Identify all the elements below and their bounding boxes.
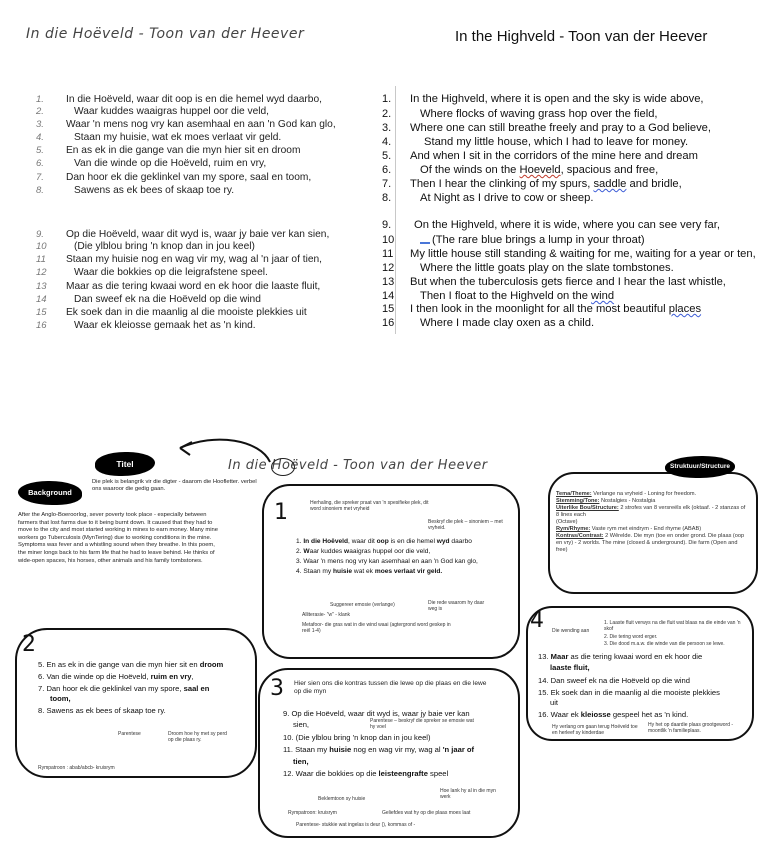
afrikaans-poem-title: In die Hoëveld - Toon van der Heever [26,26,305,42]
cloud-2-note-rym: Rympatroon : abab/abcb- kruisrym [38,765,115,771]
cloud-2-line-8: 8. Sawens as ek bees of skaap toe ry. [38,706,166,715]
background-text: After the Anglo-Boeroorlog, sever poverty took place - especially between farmers that lost farms due to it being burnt down. It caused that they had to move to the city and most started working in mines to earn money. Many mine workers go Tuberculosis (MynTering) due to working conditions in the mine. Symptoms was fever and a whistling sound when they breathe. In this poem, the miner longs back to his farm life that he had to leave behind. He thinks of wide-open spaces, his horses, other animals and his family tombstones. [18,512,218,564]
tone-label: Stemming/Tone: [556,498,600,504]
af-poem-line: (Die ylblou bring 'n knop dan in jou keel) [74,241,255,252]
af-poem-line: Staan my huisie, wat ek moes verlaat vir geld. [74,132,282,143]
cloud-3-note-hoe: Hoe lank hy al in die myn werk [440,788,496,800]
en-poem-line: I then look in the moonlight for all the most beautiful places [410,303,702,315]
structure-value: 2 strofes van 8 versreëls elk (oktaaf. - 2 stanzas of 8 lines each [556,505,746,518]
cloud-1-line-3: 3. Waar 'n mens nog vry kan asemhaal en aan 'n God kan glo, [296,558,478,565]
contrast-row [556,533,748,554]
cloud-1-note-sugg: Suggereer emosie (verlange) [330,602,395,608]
af-poem-line: Dan sweef ek na die Hoëveld op die wind [74,294,261,305]
af-poem-line: En as ek in die gange van die myn hier sit en droom [66,145,301,156]
cloud-3-note-bekl: Beklemtoon sy huisie [318,796,366,802]
af-poem-line: Waar 'n mens nog vry kan asemhaal en aan 'n God kan glo, [66,119,336,130]
af-line-number: 11 [36,254,46,265]
en-poem-line: But when the tuberculosis gets fierce and I hear the last whistle, [410,276,726,288]
cloud-4-note-list-2: 2. Die tering word erger. [604,634,658,640]
theme-row [556,491,748,498]
en-poem-line: In the Highveld, where it is open and the sky is wide above, [410,93,704,105]
en-poem-line: Where the little goats play on the slate tombstones. [420,262,674,274]
af-poem-line: Staan my huisie nog en wag vir my, wag al 'n jaar of tien, [66,254,323,265]
en-poem-line: Where I made clay oxen as a child. [420,317,595,329]
en-poem-line: At Night as I drive to cow or sheep. [420,192,594,204]
contrast-label: Kontras/Contrast: [556,533,604,539]
cloud-2-line-5: 5. En as ek in die gange van die myn hier sit en droom [38,660,224,669]
background-label: Background [18,481,82,505]
en-poem-line: And when I sit in the corridors of the mine here and dream [410,150,698,162]
cursor-mark [420,242,430,244]
af-line-number: 10 [36,241,47,252]
cloud-4-note-hotop: Hy het op daardie plaas grootgeword - moontlik 'n familieplaas. [648,722,734,734]
cloud-4-number: 4 [530,608,544,633]
af-poem-line: Sawens as ek bees of skaap toe ry. [74,185,235,196]
en-poem-line: My little house still standing & waiting for me, waiting for a year or ten, [410,248,756,260]
cloud-2-line-6: 6. Van die winde op die Hoëveld, ruim en vry, [38,672,194,681]
titel-label: Titel [95,452,155,476]
cloud-3-note-rym: Rympatroon: kruisrym [288,810,337,816]
cloud-4-line-16: 16. Waar ek kleiosse gespeel het as 'n kind. [538,710,689,719]
en-poem-line: On the Highveld, where it is wide, where you can see very far, [414,219,720,231]
cloud-2-number: 2 [22,632,36,657]
af-line-number: 12 [36,267,47,278]
af-line-number: 16 [36,320,47,331]
structure-row [556,505,748,519]
cloud-4-note-list-1: 1. Laaste fluit verwys na die fluit wat blaas na die einde van 'n skof [604,620,741,632]
cloud-1-note-right: Beskryf die plek – sinoniem – met vryheid. [428,519,503,531]
cloud-4-line-14: 14. Dan sweef ek na die Hoëveld op die wind [538,676,690,685]
arrow-icon [170,430,280,470]
en-line-number: 5. [382,150,392,162]
af-poem-line: Op die Hoëveld, waar dit wyd is, waar jy baie ver kan sien, [66,229,330,240]
cloud-3-line-12: 12. Waar die bokkies op die leisteengrafte speel [283,769,449,778]
structure-text [556,491,748,554]
cloud-4-line-15: 15. Ek soek dan in die maanlig al die mooiste plekkies [538,688,720,697]
annotated-title: In die Hoëveld - Toon van der Heever [228,458,488,473]
cloud-4-line-13b: laaste fluit, [550,663,590,672]
cloud-4-note-verlang: Hy verlang om gaan terug Hoëveld toe en herleef sy kinderdae [552,724,638,736]
struktuur-label: Struktuur/Structure [665,456,735,478]
stanza-cloud-2 [15,628,257,778]
cloud-4-note-list-3: 3. Die dood m.a.w. die winde van die persoon se lewe. [604,641,725,647]
af-line-number: 13 [36,281,47,292]
cloud-1-line-2: 2. Waar kuddes waaigras huppel oor die veld, [296,548,431,555]
af-poem-line: In die Hoëveld, waar dit oop is en die hemel wyd daarbo, [66,94,322,105]
af-poem-line: Waar die bokkies op die leigrafstene speel. [74,267,268,278]
en-line-number: 10 [382,234,395,246]
titel-note: Die plek is belangrik vir die digter - daarom die Hoofletter. verbel ons waaroor die gedig gaan. [92,479,257,492]
cloud-4-line-15b: uit [550,698,559,707]
english-poem-title: In the Highveld - Toon van der Heever [455,28,708,45]
cloud-3-line-9b: sien, [293,720,310,729]
en-poem-line: Then I float to the Highveld on the wind [420,290,615,302]
en-line-number: 6. [382,164,392,176]
en-line-number: 4. [382,136,392,148]
cloud-1-note-meta: Metafoor- die gras wat in die wind waai (agtergrond word geskep in reël 1-4) [302,622,451,634]
theme-value: Verlange na vryheid - Loning for freedom. [593,491,697,497]
af-line-number: 8. [36,185,44,196]
tone-row [556,498,748,505]
en-poem-line: Of the winds on the Hoeveld, spacious and free, [420,164,659,176]
af-line-number: 15 [36,307,47,318]
en-line-number: 1. [382,93,392,105]
cloud-4-line-13: 13. Maar as die tering kwaai word en ek hoor die [538,652,703,661]
af-line-number: 1. [36,94,44,105]
cloud-1-note-rede: Die rede waarom hy daar weg is [428,600,485,612]
column-divider [395,86,396,334]
cloud-1-note-top: Herhaling, die spreker praat van 'n spesifieke plek, dit word sinoniem met vryheid [310,500,429,512]
en-line-number: 15 [382,303,395,315]
cloud-1-line-1: 1. In die Hoëveld, waar dit oop is en die hemel wyd daarbo [296,538,472,545]
cloud-2-note-paren: Parentese [118,731,141,737]
en-poem-line: Where flocks of waving grass hop over the field, [420,108,658,120]
en-line-number: 14 [382,290,395,302]
rhyme-row [556,526,748,533]
cloud-2-note-droom: Droom hoe hy met sy perd op die plaas ry. [168,731,227,743]
af-line-number: 9. [36,229,44,240]
cloud-2-line-7: 7. Dan hoor ek die geklinkel van my spore, saal en [38,684,210,693]
af-line-number: 3. [36,119,44,130]
rhyme-label: Rym/Rhyme: [556,526,591,532]
af-line-number: 7. [36,172,44,183]
cloud-3-number: 3 [270,676,284,701]
en-line-number: 9. [382,219,392,231]
en-line-number: 16 [382,317,395,329]
en-line-number: 12 [382,262,395,274]
rhyme-value: Vaste rym met eindrym - End rhyme (ABAB) [591,526,702,532]
cloud-3-line-10: 10. (Die ylblou bring 'n knop dan in jou keel) [283,733,431,742]
en-line-number: 11 [382,248,394,260]
cloud-1-number: 1 [274,500,288,525]
af-poem-line: Van die winde op die Hoëveld, ruim en vry, [74,158,267,169]
cloud-3-line-9: 9. Op die Hoëveld, waar dit wyd is, waar jy baie ver kan [283,709,470,718]
af-poem-line: Waar kuddes waaigras huppel oor die veld, [74,106,269,117]
cloud-3-line-11b: tien, [293,757,309,766]
af-line-number: 14 [36,294,47,305]
af-line-number: 6. [36,158,44,169]
structure-label: Uiterlike Bou/Structure: [556,505,619,511]
en-line-number: 7. [382,178,392,190]
cloud-3-note-geliefdes: Geliefdes wat hy op die plaas moes laat [382,810,471,816]
cloud-3-note-parentese: Parentese- stukkie wat ingelas is deur (), kommas of - [296,822,416,828]
cloud-3-line-11: 11. Staan my huisie nog en wag vir my, wag al 'n jaar of [283,745,475,754]
af-line-number: 5. [36,145,44,156]
en-poem-line: Then I hear the clinking of my spurs, saddle and bridle, [410,178,682,190]
af-poem-line: Dan hoor ek die geklinkel van my spore, saal en toom, [66,172,312,183]
en-line-number: 8. [382,192,392,204]
af-line-number: 2. [36,106,44,117]
af-poem-line: Ek soek dan in die maanlig al die mooiste plekkies uit [66,307,307,318]
cloud-4-note-wending: Die wending aan [552,628,590,634]
en-poem-line: Where one can still breathe freely and pray to a God believe, [410,122,711,134]
en-line-number: 13 [382,276,395,288]
en-poem-line: Stand my little house, which I had to leave for money. [424,136,689,148]
cloud-2-line-7b: toom, [50,694,71,703]
cloud-3-note-paren: Parentese – beskryf die spreker se emosie wat hy voel [370,718,474,730]
af-poem-line: Waar ek kleiosse gemaak het as 'n kind. [74,320,256,331]
tone-value: Nostalgies - Nostalgia [600,498,656,504]
theme-label: Tema/Theme: [556,491,592,497]
en-line-number: 2. [382,108,392,120]
contrast-value: 2 Wêrelde. Die myn (toe en onder grond. Die plaas (oop en vry) - 2 worlds. The mine (closed & underground). Die farm (Open and free) [556,533,745,553]
octave-row: (Octave) [556,519,578,525]
af-line-number: 4. [36,132,44,143]
cloud-3-intro: Hier sien ons die kontras tussen die lewe op die plaas en die lewe op die myn [294,680,487,695]
en-line-number: 3. [382,122,392,134]
cloud-1-line-4: 4. Staan my huisie wat ek moes verlaat vir geld. [296,568,443,575]
af-poem-line: Maar as die tering kwaai word en ek hoor die laaste fluit, [66,281,321,292]
cloud-1-note-allit: Alliterasie- "w" - klank [302,612,351,618]
en-poem-line: (The rare blue brings a lump in your throat) [420,234,645,247]
